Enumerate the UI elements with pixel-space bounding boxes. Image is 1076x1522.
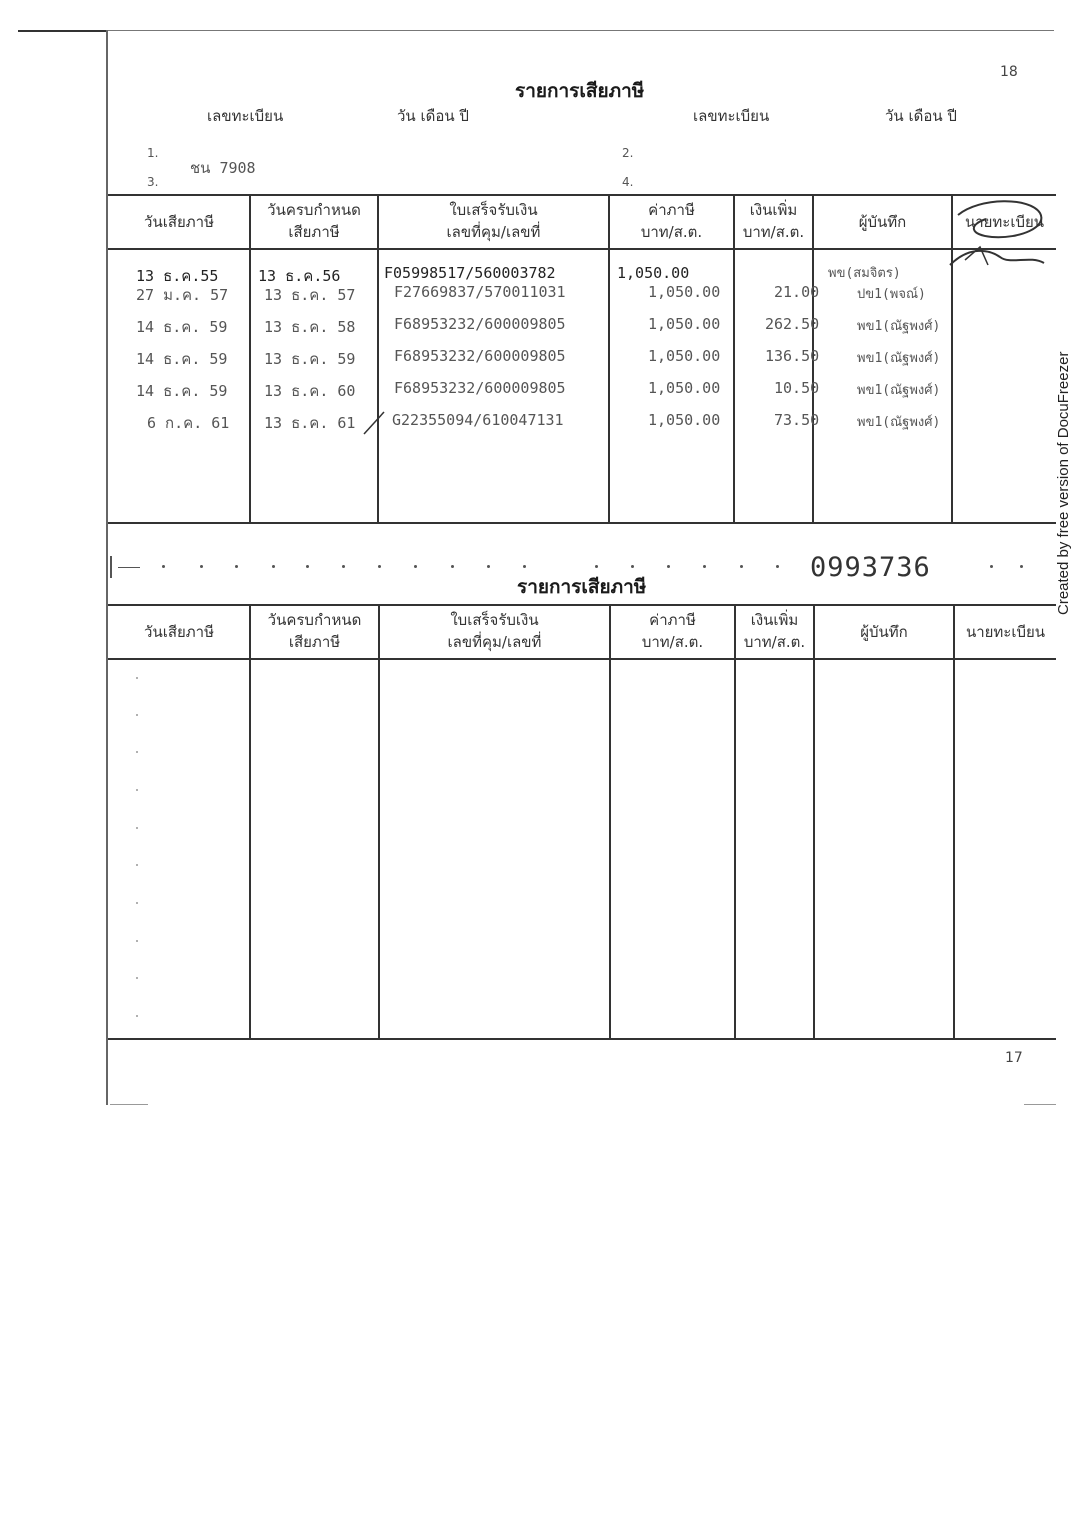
line-num-3: 3. bbox=[147, 175, 159, 189]
t2-col-line-6 bbox=[953, 605, 955, 1039]
t1-col-line-4 bbox=[733, 195, 735, 523]
t2-col-line-2 bbox=[378, 605, 380, 1039]
t1-col-paid: วันเสียภาษี bbox=[144, 213, 214, 231]
t2-col-tax: ค่าภาษี บาท/ส.ต. bbox=[641, 611, 704, 651]
row4-recorder: พข1(ณัฐพงศ์) bbox=[857, 351, 941, 366]
row5-paid: 14 ธ.ค. 59 bbox=[136, 382, 228, 400]
row5-due: 13 ธ.ค. 60 bbox=[264, 382, 356, 400]
row5-recorder: พข1(ณัฐพงศ์) bbox=[857, 383, 941, 398]
t2-col-due: วันครบกำหนด เสียภาษี bbox=[267, 611, 362, 651]
t2-col-line-3 bbox=[609, 605, 611, 1039]
t1-col-line-2 bbox=[377, 195, 379, 523]
date-label-2: วัน เดือน ปี bbox=[885, 107, 957, 125]
docufreezer-watermark: Created by free version of DocuFreezer bbox=[1055, 351, 1072, 615]
row6-recorder: พข1(ณัฐพงศ์) bbox=[857, 415, 941, 430]
row1-receipt: F05998517/560003782 bbox=[384, 264, 556, 282]
row3-tax: 1,050.00 bbox=[648, 315, 721, 333]
row2-receipt: F27669837/570011031 bbox=[394, 283, 566, 301]
row4-paid: 14 ธ.ค. 59 bbox=[136, 350, 228, 368]
t2-col-line-5 bbox=[813, 605, 815, 1039]
row3-due: 13 ธ.ค. 58 bbox=[264, 318, 356, 336]
separator-left-tick bbox=[110, 556, 112, 578]
row2-extra: 21.00 bbox=[774, 283, 820, 301]
row5-receipt: F68953232/600009805 bbox=[394, 379, 566, 397]
stamp-number: 0993736 bbox=[810, 552, 931, 583]
t2-col-line-4 bbox=[734, 605, 736, 1039]
row6-tax: 1,050.00 bbox=[648, 411, 721, 429]
t1-col-tax: ค่าภาษี บาท/ส.ต. bbox=[640, 201, 703, 241]
line-num-4: 4. bbox=[622, 175, 634, 189]
t1-col-line-1 bbox=[249, 195, 251, 523]
line-num-2: 2. bbox=[622, 146, 634, 160]
row1-recorder: พข(สมจิตร) bbox=[828, 266, 901, 281]
t1-col-registrar: นายทะเบียน bbox=[964, 213, 1045, 231]
t2-col-registrar: นายทะเบียน bbox=[965, 623, 1046, 641]
row4-due: 13 ธ.ค. 59 bbox=[264, 350, 356, 368]
row2-tax: 1,050.00 bbox=[648, 283, 721, 301]
t1-col-recorder: ผู้บันทึก bbox=[858, 213, 907, 231]
table2-title: รายการเสียภาษี bbox=[517, 576, 647, 598]
top-edge-line bbox=[18, 30, 106, 32]
row6-receipt: G22355094/610047131 bbox=[392, 411, 564, 429]
bottom-left-mark bbox=[110, 1104, 148, 1105]
check-mark-icon bbox=[362, 408, 388, 436]
t2-col-recorder: ผู้บันทึก bbox=[860, 623, 908, 641]
t1-col-extra: เงินเพิ่ม บาท/ส.ต. bbox=[742, 201, 805, 241]
t2-col-receipt: ใบเสร็จรับเงิน เลขที่คุม/เลขที่ bbox=[447, 611, 542, 651]
t1-col-due: วันครบกำหนด เสียภาษี bbox=[267, 201, 361, 241]
t2-col-extra: เงินเพิ่ม บาท/ส.ต. bbox=[743, 611, 806, 651]
row6-extra: 73.50 bbox=[774, 411, 820, 429]
row3-recorder: พข1(ณัฐพงศ์) bbox=[857, 319, 941, 334]
row3-receipt: F68953232/600009805 bbox=[394, 315, 566, 333]
row4-tax: 1,050.00 bbox=[648, 347, 721, 365]
t2-col-paid: วันเสียภาษี bbox=[144, 623, 214, 641]
left-border bbox=[106, 30, 108, 1105]
row6-paid: 6 ก.ค. 61 bbox=[147, 414, 230, 432]
t1-col-receipt: ใบเสร็จรับเงิน เลขที่คุม/เลขที่ bbox=[446, 201, 541, 241]
reg-label-2: เลขทะเบียน bbox=[693, 107, 770, 125]
row1-tax: 1,050.00 bbox=[617, 264, 690, 282]
page-number-top: 18 bbox=[1000, 64, 1018, 80]
date-label-1: วัน เดือน ปี bbox=[397, 107, 469, 125]
row4-receipt: F68953232/600009805 bbox=[394, 347, 566, 365]
registrar-signature bbox=[940, 195, 1056, 285]
row1-due: 13 ธ.ค.56 bbox=[258, 267, 341, 285]
row4-extra: 136.50 bbox=[765, 347, 820, 365]
row2-recorder: ปข1(พจณ์) bbox=[857, 287, 926, 302]
form-title: รายการเสียภาษี bbox=[515, 80, 645, 102]
row1-paid: 13 ธ.ค.55 bbox=[136, 267, 219, 285]
row2-due: 13 ธ.ค. 57 bbox=[264, 286, 356, 304]
bottom-right-mark bbox=[1024, 1104, 1056, 1105]
row5-extra: 10.50 bbox=[774, 379, 820, 397]
row6-due: 13 ธ.ค. 61 bbox=[264, 414, 356, 432]
row5-tax: 1,050.00 bbox=[648, 379, 721, 397]
t2-col-line-1 bbox=[249, 605, 251, 1039]
registration-value: ชน 7908 bbox=[190, 159, 256, 177]
top-border bbox=[106, 30, 1054, 31]
page-number-bottom: 17 bbox=[1005, 1050, 1023, 1066]
row2-paid: 27 ม.ค. 57 bbox=[136, 286, 229, 304]
row3-paid: 14 ธ.ค. 59 bbox=[136, 318, 228, 336]
reg-label-1: เลขทะเบียน bbox=[207, 107, 284, 125]
t1-col-line-3 bbox=[608, 195, 610, 523]
row3-extra: 262.50 bbox=[765, 315, 820, 333]
separator-left-dash bbox=[118, 567, 140, 568]
line-num-1: 1. bbox=[147, 146, 159, 160]
